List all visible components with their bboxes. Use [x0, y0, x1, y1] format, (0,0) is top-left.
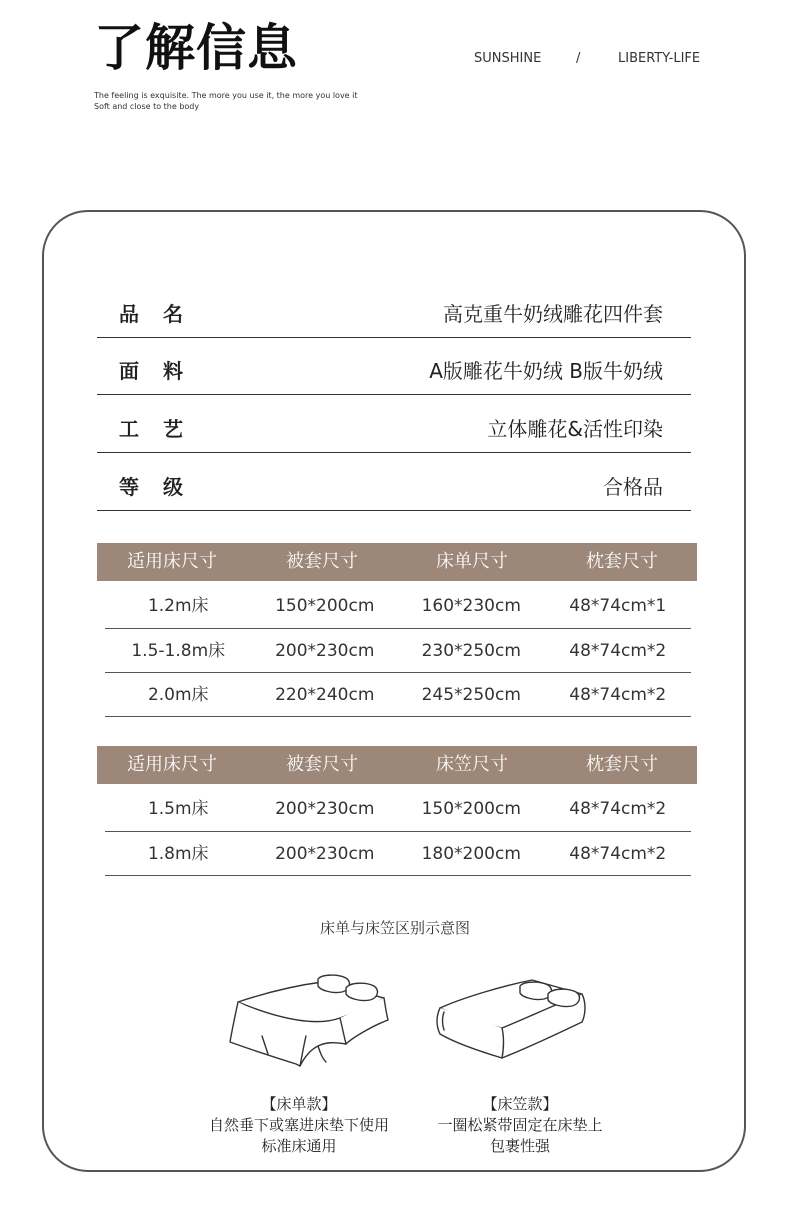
header-cell: 被套尺寸: [286, 551, 358, 572]
brand-liberty-life: LIBERTY-LIFE: [618, 51, 701, 66]
table-cell: 200*230cm: [275, 641, 375, 661]
flat-sheet-bed-illustration: [222, 966, 397, 1070]
table-cell: 220*240cm: [275, 685, 375, 705]
header-cell: 枕套尺寸: [586, 551, 658, 572]
table-cell: 48*74cm*2: [569, 641, 667, 661]
diagram-title: 床单与床笠区别示意图: [319, 919, 470, 937]
fitted-caption-title: 【床笠款】: [482, 1095, 558, 1113]
fitted-caption-desc-2: 包裹性强: [489, 1137, 550, 1155]
table-cell: 150*200cm: [421, 799, 521, 819]
brand-separator: /: [576, 51, 581, 66]
fitted-sheet-bed-illustration: [432, 972, 592, 1070]
fitted-caption-desc: 一圈松紧带固定在床垫上: [437, 1116, 603, 1134]
header-cell: 床单尺寸: [436, 551, 508, 572]
spec-label: 工艺: [119, 417, 207, 441]
spec-label: 品名: [119, 302, 207, 326]
header-cell: 适用床尺寸: [127, 754, 217, 775]
table-cell: 180*200cm: [421, 844, 521, 864]
spec-row-product-name: [97, 281, 691, 338]
table-header: [97, 746, 697, 784]
table-cell: 1.2m床: [147, 596, 209, 616]
header-cell: 被套尺寸: [286, 754, 358, 775]
table-cell: 200*230cm: [275, 844, 375, 864]
brand-sunshine: SUNSHINE: [474, 51, 542, 66]
header-cell: 床笠尺寸: [436, 754, 508, 775]
spec-value: A版雕花牛奶绒 B版牛奶绒: [429, 359, 663, 383]
spec-value: 高克重牛奶绒雕花四件套: [443, 302, 663, 326]
spec-value: 立体雕花&活性印染: [487, 417, 663, 441]
table-cell: 48*74cm*2: [569, 799, 667, 819]
spec-value: 合格品: [603, 475, 663, 499]
sheet-caption-desc-2: 标准床通用: [261, 1137, 337, 1155]
spec-row-fabric: [97, 338, 691, 395]
table-row: [105, 832, 691, 876]
table-cell: 2.0m床: [147, 685, 209, 705]
table-header: [97, 543, 697, 581]
tagline-line-1: The feeling is exquisite. The more you use it, the more you love it: [94, 91, 358, 100]
table-cell: 160*230cm: [421, 596, 521, 616]
header-cell: 适用床尺寸: [127, 551, 217, 572]
spec-row-craft: [97, 396, 691, 453]
header-cell: 枕套尺寸: [586, 754, 658, 775]
table-cell: 1.5m床: [147, 799, 209, 819]
fitted-caption: [420, 1094, 620, 1157]
table-cell: 48*74cm*1: [569, 596, 667, 616]
page-title: 了解信息: [94, 19, 298, 77]
spec-row-grade: [97, 454, 691, 511]
tagline: [94, 90, 358, 112]
table-row: [105, 673, 691, 717]
table-cell: 1.8m床: [147, 844, 209, 864]
table-cell: 48*74cm*2: [569, 685, 667, 705]
table-row: [105, 629, 691, 673]
sheet-caption: [196, 1094, 402, 1157]
sheet-caption-title: 【床单款】: [261, 1095, 337, 1113]
sheet-caption-desc: 自然垂下或塞进床垫下使用: [208, 1116, 389, 1134]
tagline-line-2: Soft and close to the body: [94, 102, 200, 111]
spec-label: 面料: [119, 359, 207, 383]
table-cell: 1.5-1.8m床: [131, 641, 226, 661]
spec-label: 等级: [119, 475, 207, 499]
size-table-fitted: [97, 746, 697, 876]
table-cell: 200*230cm: [275, 799, 375, 819]
table-cell: 150*200cm: [275, 596, 375, 616]
table-cell: 245*250cm: [421, 685, 521, 705]
size-table-sheet: [97, 543, 697, 717]
table-row: [105, 581, 691, 629]
table-row: [105, 784, 691, 832]
table-cell: 230*250cm: [421, 641, 521, 661]
table-cell: 48*74cm*2: [569, 844, 667, 864]
